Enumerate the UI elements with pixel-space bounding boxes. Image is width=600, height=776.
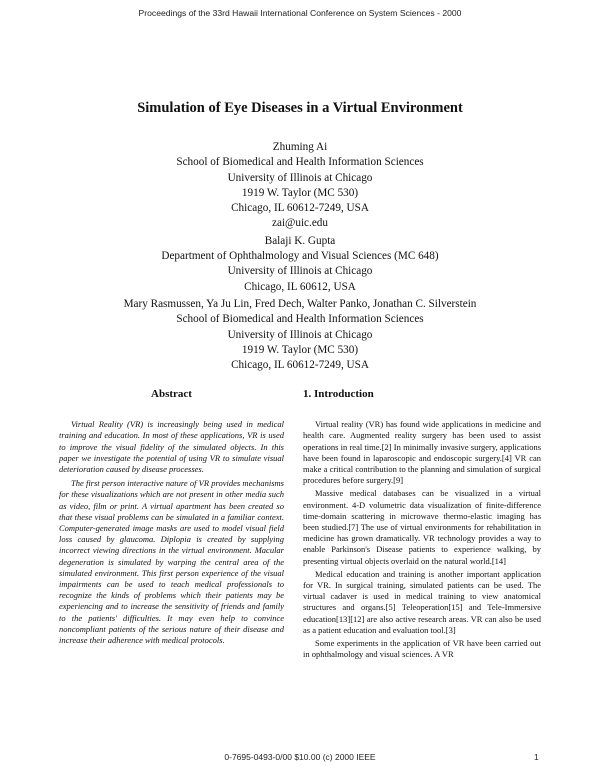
introduction-paragraph: Virtual reality (VR) has found wide applications in medicine and health care. Augmented reality surgery has been used to assist operations in real time.[2] In minimally invasive surgery, applications have been found in laparoscopic and endoscopic surgery.[4] VR can make a critical contribution to the planning and simulation of surgical procedures before surgery.[9] <box>303 419 541 486</box>
abstract-paragraph: The first person interactive nature of VR provides mechanisms for these visualizations which are not present in other media such as video, film or print. A virtual apartment has been created so that these visual problems can be simulated in a familiar context. Computer-generated image masks are used to model visual field loss caused by glaucoma. Diplopia is created by supplying incorrect viewing directions in the virtual environment. Macular degeneration is simulated by warping the central area of the simulated environment. This first person experience of the visual impairments can be used to teach medical professionals to recognize the kinds of problems which their patients may be experiencing and to increase the sensitivity of friends and family to the patients' difficulties. It may even help to convince noncompliant patients of the serious nature of their disease and increase their adherence with medical protocols. <box>59 478 284 646</box>
abstract-column <box>59 389 284 649</box>
author-line: University of Illinois at Chicago <box>227 265 373 278</box>
page-number: 1 <box>534 752 539 762</box>
author-line: Zhuming Ai <box>272 141 328 153</box>
author-line: 1919 W. Taylor (MC 530) <box>241 186 359 199</box>
abstract-heading: Abstract <box>151 388 192 400</box>
author-line: Balaji K. Gupta <box>264 234 336 247</box>
author-line: University of Illinois at Chicago <box>227 171 373 184</box>
author-line: Chicago, IL 60612-7249, USA <box>231 202 369 215</box>
author-line: Chicago, IL 60612-7249, USA <box>231 359 369 372</box>
conference-header: Proceedings of the 33rd Hawaii International Conference on System Sciences - 2000 <box>138 8 462 18</box>
author-line: Chicago, IL 60612, USA <box>244 280 356 293</box>
author-line: 1919 W. Taylor (MC 530) <box>241 343 359 356</box>
author-group-1 <box>0 140 600 232</box>
author-line: University of Illinois at Chicago <box>227 328 373 341</box>
author-group-2 <box>0 234 600 295</box>
paper-title: Simulation of Eye Diseases in a Virtual Environment <box>137 100 463 116</box>
author-line: School of Biomedical and Health Information Sciences <box>176 156 424 169</box>
introduction-paragraph: Medical education and training is another important application for VR. In surgical training, simulated patients can be used. The virtual cadaver is used in medical training to view anatomical structures and organs.[5] Teleoperation[15] and Tele-Immersive education[13][12] are also active research areas. VR can also be used as a patient education and evaluation tool.[3] <box>303 568 541 635</box>
author-group-3 <box>0 297 600 373</box>
author-block <box>0 140 600 375</box>
author-line: Mary Rasmussen, Ya Ju Lin, Fred Dech, Walter Panko, Jonathan C. Silverstein <box>123 297 477 310</box>
author-line: School of Biomedical and Health Information Sciences <box>176 313 424 326</box>
copyright-footer: 0-7695-0493-0/00 $10.00 (c) 2000 IEEE <box>224 752 376 762</box>
introduction-paragraph: Massive medical databases can be visualized in a virtual environment. 4-D volumetric data visualization of finite-difference time-domain scattering in microwave thermo-elastic imaging has been studied.[7] The use of virtual environments for rehabilitation in medicine has grown dramatically. VR technology provides a way to enable Parkinson's Disease patients to experience walking, by presenting virtual objects overlaid on the natural world.[14] <box>303 488 541 566</box>
author-email: zai@uic.edu <box>272 217 328 230</box>
author-line: Department of Ophthalmology and Visual Sciences (MC 648) <box>161 250 439 263</box>
introduction-paragraph: Some experiments in the application of VR have been carried out in ophthalmology and visual sciences. A VR <box>303 638 541 660</box>
abstract-paragraph: Virtual Reality (VR) is increasingly being used in medical training and education. In most of these applications, VR is used to improve the visual fidelity of the simulated objects. In this paper we investigate the potential of using VR to simulate visual deterioration caused by disease processes. <box>59 419 284 475</box>
introduction-column <box>303 389 541 662</box>
introduction-heading: 1. Introduction <box>303 388 374 400</box>
